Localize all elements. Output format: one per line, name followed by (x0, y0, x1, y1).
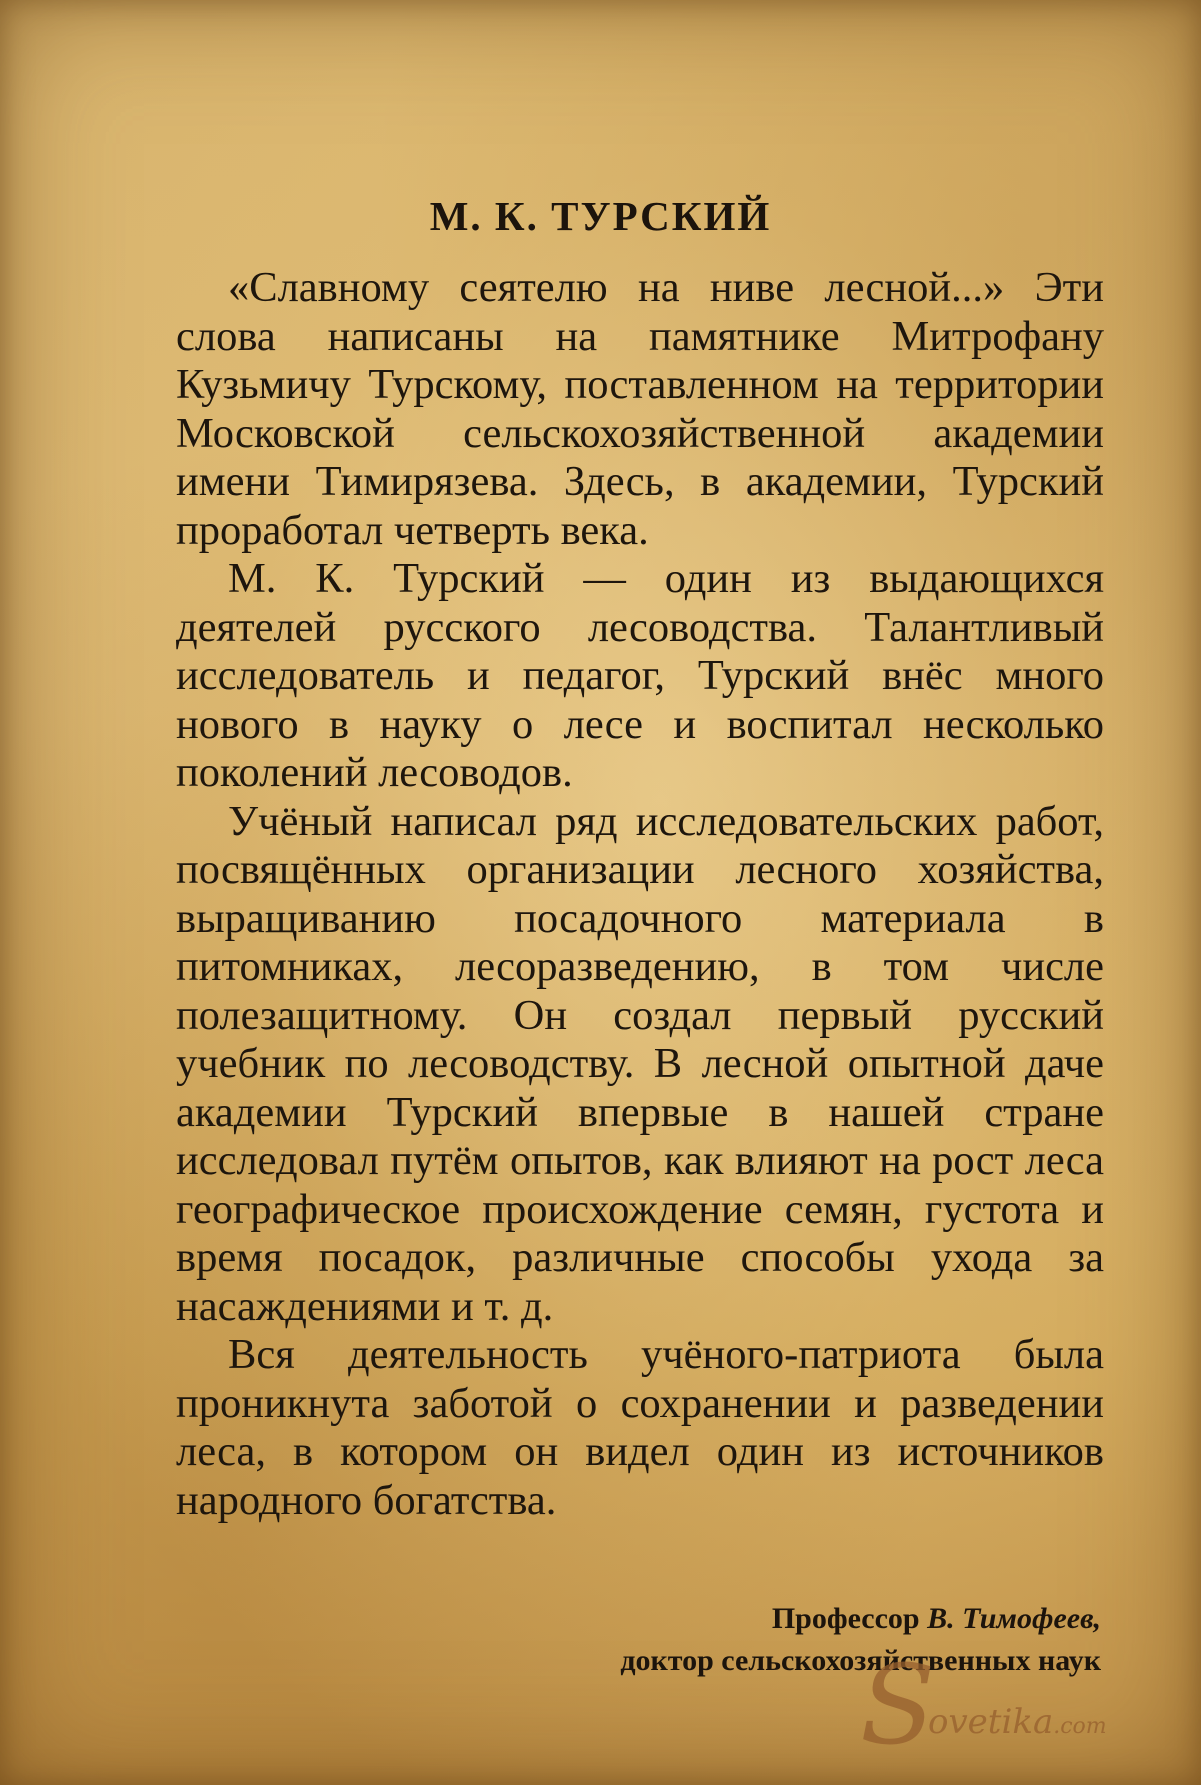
author-line (620, 1598, 1101, 1640)
paragraph-3: Учёный написал ряд исследовательских работ, посвящённых организации лесного хозяйства, выращиванию посадочного материала в питомниках, лесоразведению, в том числе полезащитному. Он создал первый русский учебник по лесоводству. В лесной опытной даче академии Турский впервые в нашей стране исследовал путём опытов, как влияют на рост леса географическое происхождение семян, густота и время посадок, различные способы ухода за насаждениями и т. д. (176, 797, 1104, 1330)
watermark-name: ovetika (928, 1702, 1054, 1742)
paragraph-4: Вся деятельность учёного-патриота была проникнута заботой о сохранении и разведении леса, в котором он видел один из источников народного богатства. (176, 1331, 1104, 1524)
author-name: В. Тимофеев, (927, 1602, 1101, 1635)
paragraph-1: «Славному сеятелю на ниве лесной...» Эти слова написаны на памятнике Митрофану Кузьмичу Турскому, поставленном на территории Московской сельскохозяйственной академии имени Тимирязева. Здесь, в академии, Турский проработал четверть века. (176, 264, 1104, 554)
author-degree: доктор сельскохозяйственных наук (620, 1644, 1101, 1677)
page-title: М. К. ТУРСКИЙ (429, 193, 772, 239)
watermark-tld: .com (1053, 1714, 1107, 1739)
paragraph-2: М. К. Турский — один из выдающихся деятелей русского лесоводства. Талантливый исследователь и педагог, Турский внёс много нового в науку о лесе и воспитал несколько поколений лесоводов. (176, 555, 1104, 796)
watermark-text (928, 1702, 1107, 1742)
body-text (176, 264, 1104, 1525)
watermark-initial: S (860, 1641, 936, 1769)
author-title: Профессор (771, 1602, 920, 1635)
